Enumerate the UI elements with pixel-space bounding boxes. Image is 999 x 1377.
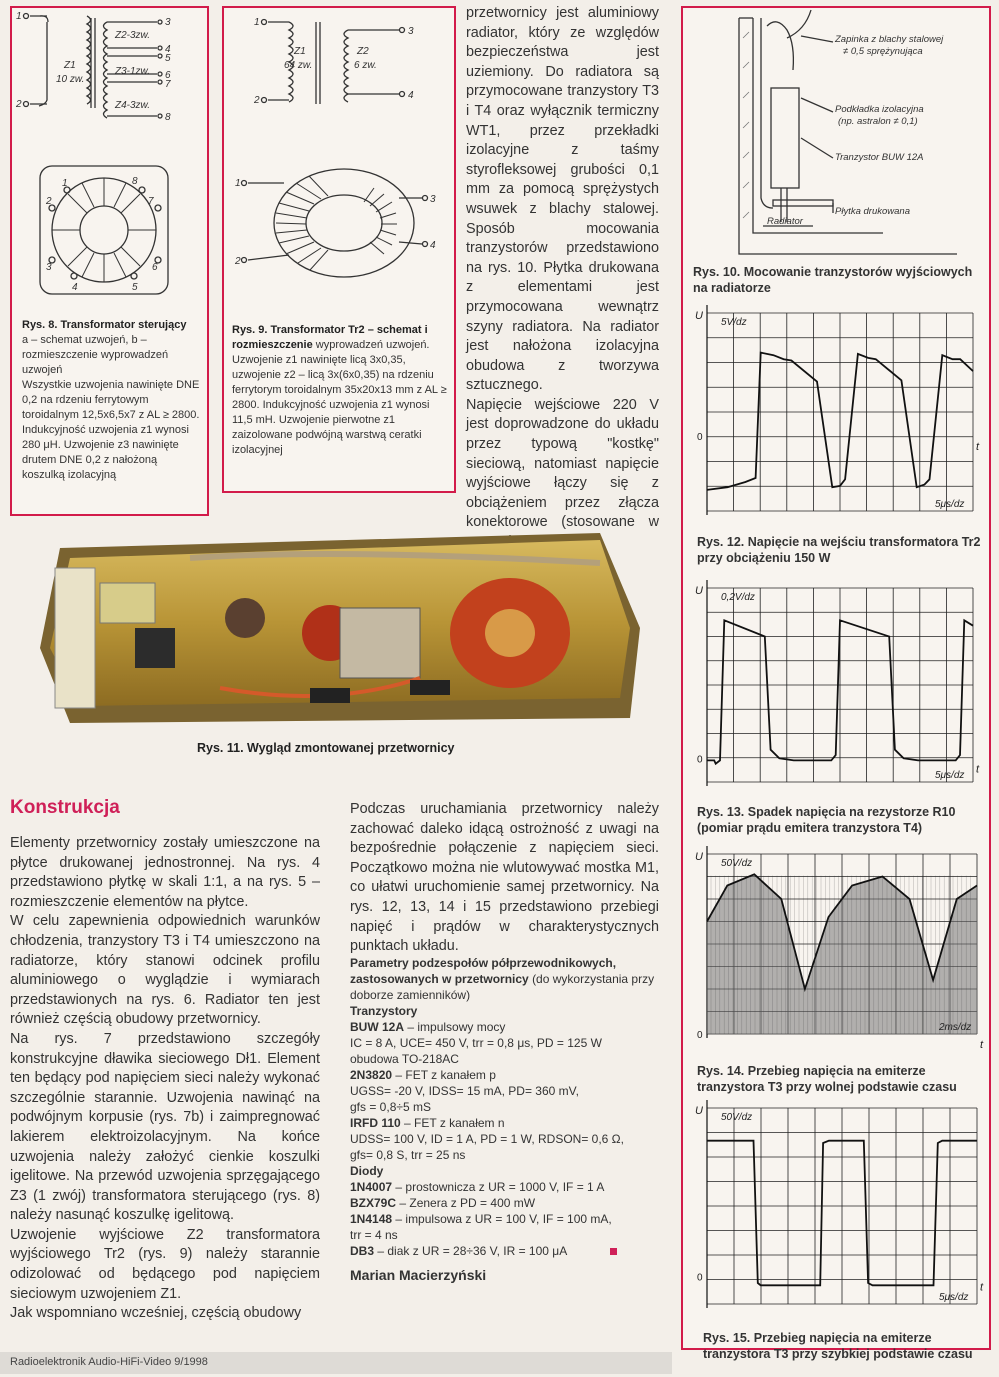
y-axis-label: U [695, 1105, 703, 1117]
parameters-block [350, 955, 659, 1283]
paragraph: przetwornicy jest aluminiowy radiator, który ze względów bezpieczeństwa jest uziemiony. Do radiatora są przymocowane tranzystory T3 i T4 oraz wyłącznik termiczny WT1, przez przekładki izolacyjne z taśmy styrofleksowej grubości 0,1 mm za pomocą sprężystych wsuwek z blachy stalowej. Sposób mocowania tranzystorów przedstawiono na rys. 10. Płytka drukowana z elementami jest przymocowana wewnątrz szyny radiatora. Na radiator jest nałożona izolacyjna obudowa z tworzywa sztucznego. [466, 5, 659, 394]
figure-9-text: Uzwojenie z1 nawinięte licą 3x0,35, uzwojenie z2 – licą 3x(6x0,35) na rdzeniu ferrytorym toroidalnym 35x20x13 mm z AL ≥ 2800. Indukcyjność uzwojenia z1 wynosi 11,5 mH. Uzwojenie pierwotne z1 zaizolowane podwójną warstwą ceratki izolacyjnej [232, 354, 447, 456]
pin-label: 1 [16, 11, 22, 22]
x-scale-label: 2ms/dz [939, 1022, 972, 1033]
winding-z2-label: Z2-3zw. [115, 30, 151, 41]
diode-entry: 1N4007 – prostownicza z UR = 1000 V, IF = 1 A [350, 1180, 605, 1194]
z2-turns: 6 zw. [354, 60, 377, 71]
y-scale-label: 50V/dz [721, 1112, 753, 1123]
converter-photo [40, 528, 640, 728]
footer: Radioelektronik Audio-HiFi-Video 9/1998 [10, 1356, 208, 1368]
x-axis-label: t [976, 440, 980, 453]
transformer-schematic-fig9 [224, 8, 458, 308]
z1-label: Z1 [294, 46, 306, 57]
component-entry: IRFD 110 – FET z kanałem n [350, 1116, 505, 1130]
figure-9-caption [232, 323, 450, 458]
component-entry: BUW 12A – impulsowy mocy [350, 1020, 506, 1034]
transformer-schematic-fig8 [12, 8, 211, 328]
zero-label: 0 [697, 1030, 703, 1041]
x-axis-label: t [976, 763, 980, 776]
x-scale-label: 5μs/dz [935, 499, 965, 510]
author: Marian Macierzyński [350, 1267, 487, 1283]
toroid-pinout-drawing [40, 166, 168, 294]
paragraph: Uzwojenie wyjściowe Z2 transformatora wyjściowego Tr2 (rys. 9) należy starannie odizolować od będącego pod napięciem sieciowym uzwojeniem Z1. [10, 1226, 320, 1302]
y-scale-label: 0,2V/dz [721, 592, 755, 603]
svg-text:6: 6 [152, 262, 158, 273]
y-axis-label: U [695, 851, 703, 863]
group-label: Tranzystory [350, 1004, 418, 1018]
pin-label: 4 [408, 90, 414, 101]
component-detail: gfs = 0,8÷5 mS [350, 1100, 431, 1114]
x-scale-label: 5μs/dz [939, 1292, 969, 1303]
figure-8-desc: a – schemat uzwojeń, b – rozmieszczenie wyprowadzeń uzwojeń [22, 334, 169, 376]
fig10-label-pcb: Płytka drukowana [835, 206, 910, 217]
diode-entry: DB3 – diak z UR = 28÷36 V, IR = 100 μA [350, 1243, 659, 1259]
paragraph: Elementy przetwornicy zostały umieszczone na płytce drukowanej jednostronnej. Na rys. 4 przedstawiono płytkę w skali 1:1, a na rys. 5 – rozmieszczenie elementów na płytce. [10, 835, 320, 910]
component-detail: IC = 8 A, UCE= 450 V, trr = 0,8 μs, PD = 125 W [350, 1036, 602, 1050]
diode-entry: 1N4148 – impulsowa z UR = 100 V, IF = 100 mA, [350, 1212, 612, 1226]
paragraph: Na rys. 7 przedstawiono szczegóły konstrukcyjne dławika sieciowego Dł1. Element ten będący pod napięciem sieci należy wykonać szczególnie starannie. Uzwojenia nawinąć na podwójnym korpusie (rys. 7b) i zaimpregnować lakierem elektroizolacyjnym. Na końce uzwojenia należy założyć cienkie koszulki igelitowe. Na przewód uzwojenia sprzęgającego Z3 (1 zwój) transformatora sterującego (rys. 8) należy nasunąć koszulkę igelitową. [10, 1030, 320, 1224]
figure-9-title-tail: wyprowadzeń uzwojeń. [315, 339, 430, 351]
pin-label: 5 [165, 53, 171, 64]
winding-z4-label: Z4-3zw. [115, 100, 151, 111]
figure-9-box [222, 6, 456, 493]
fig10-label-clip: Zapinka z blachy stalowej ≠ 0,5 sprężynująca [835, 34, 944, 57]
right-figures-box [681, 6, 991, 1361]
fig10-label-transistor: Tranzystor BUW 12A [835, 152, 924, 163]
component-detail: UDSS= 100 V, ID = 1 A, PD = 1 W, RDSON= 0,6 Ω, [350, 1132, 624, 1146]
x-axis-label: t [980, 1039, 984, 1050]
figure-9-title: Rys. 9. Transformator Tr2 – schemat i rozmieszczenie [232, 324, 428, 351]
figure-13-caption: Rys. 13. Spadek napięcia na rezystorze R10 (pomiar prądu emitera tranzystora T4) [697, 805, 956, 835]
pin-label: 2 [16, 99, 22, 110]
zero-label: 0 [697, 431, 703, 443]
pin-label: 8 [165, 112, 171, 123]
figure-8-caption [22, 318, 202, 483]
figure-11-caption: Rys. 11. Wygląd zmontowanej przetwornicy [197, 741, 455, 755]
svg-text:3: 3 [46, 262, 52, 273]
figure-14-caption: Rys. 14. Przebieg napięcia na emiterze tranzystora T3 przy wolnej podstawie czasu [697, 1064, 957, 1094]
params-title: Parametry podzespołów półprzewodnikowych, zastosowanych w przetwornicy [350, 956, 617, 986]
y-scale-label: 50V/dz [721, 858, 753, 869]
z1-turns: 64 zw. [284, 60, 313, 71]
svg-text:3: 3 [430, 194, 436, 205]
waveform-chart [693, 1098, 985, 1320]
fig10-drawing [683, 8, 989, 268]
figure-15-caption: Rys. 15. Przebieg napięcia na emiterze tranzystora T3 przy szybkiej podstawie czasu [703, 1331, 973, 1361]
svg-text:4: 4 [430, 240, 436, 251]
svg-text:1: 1 [235, 178, 241, 189]
winding-z3-label: Z3-1zw. [115, 66, 151, 77]
y-scale-label: 5V/dz [721, 317, 747, 328]
paragraph: Napięcie wejściowe 220 V jest doprowadzone do układu przez typową "kostkę" sieciową, natomiast napięcie wyjściowe łączy się z obciążeniem przez złącza konektorowe (stosowane w [466, 396, 659, 531]
z1-label: Z1 [64, 60, 76, 71]
pin-label: 3 [408, 26, 414, 37]
diode-entry: BZX79C – Zenera z PD = 400 mW [350, 1196, 536, 1210]
waveform-chart [693, 844, 985, 1050]
pin-label: 6 [165, 70, 171, 81]
figure-8-text: Wszystkie uzwojenia nawinięte DNE 0,2 na rdzeniu ferrytowym toroidalnym 12,5x6,5x7 z AL ≥ 2800. Indukcyjność uzwojenia z1 wynosi 280 μH. Uzwojenie z3 nawinięte drutem DNE 0,2 z nałożoną koszulką izolacyjną [22, 379, 200, 481]
z2-label: Z2 [357, 46, 369, 57]
svg-text:8: 8 [132, 176, 138, 187]
svg-text:2: 2 [235, 256, 241, 267]
pin-label: 1 [254, 17, 260, 28]
fig10-label-insulator: Podkładka izolacyjna (np. astralon ≠ 0,1) [835, 104, 924, 127]
x-axis-label: t [980, 1281, 984, 1294]
pin-label: 3 [165, 17, 171, 28]
waveform-chart [693, 578, 981, 798]
group-label: Diody [350, 1164, 384, 1178]
column-2-text [350, 800, 659, 957]
paragraph: Jak wspomniano wcześniej, częścią obudowy [10, 1305, 302, 1322]
params-note: (do wykorzystania przy doborze zamienników) [350, 972, 655, 1002]
section-title: Konstrukcja [10, 797, 120, 818]
pin-label: 7 [165, 79, 171, 90]
fig10-label-radiator: Radiator [767, 216, 803, 227]
svg-text:1: 1 [62, 178, 68, 189]
y-axis-label: U [695, 585, 703, 597]
figure-10-caption: Rys. 10. Mocowanie tranzystorów wyjściowych na radiatorze [693, 265, 973, 295]
svg-text:7: 7 [148, 196, 154, 207]
figure-12-caption: Rys. 12. Napięcie na wejściu transformatora Tr2 przy obciążeniu 150 W [697, 535, 981, 565]
end-mark [610, 1248, 617, 1255]
figure-8-box [10, 6, 209, 516]
paragraph: Podczas uruchamiania przetwornicy należy zachować daleko idącą ostrożność z uwagi na bezpośrednie połączenie z napięciem sieci. Początkowo można nie wlutowywać mostka M1, co ułatwi uruchomienie samej przetwornicy. Na rys. 12, 13, 14 i 15 przedstawiono przebiegi napięć i prądów w charakterystycznych punktach układu. [350, 801, 659, 955]
zero-label: 0 [697, 754, 703, 766]
pin-label: 2 [254, 95, 260, 106]
column-3-text [466, 4, 659, 553]
x-scale-label: 5μs/dz [935, 770, 965, 781]
z1-turns: 10 zw. [56, 74, 85, 85]
paragraph: W celu zapewnienia odpowiednich warunków chłodzenia, tranzystory T3 i T4 umieszczono na radiatorze, który stanowi odcinek profilu aluminiowego o wyglądzie i wymiarach przedstawionych na rys. 6. Radiator ten jest również częścią obudowy przetwornicy. [10, 913, 320, 1028]
svg-text:2: 2 [46, 196, 52, 207]
component-entry: 2N3820 – FET z kanałem p [350, 1068, 496, 1082]
component-detail: gfs= 0,8 S, trr = 25 ns [350, 1148, 466, 1162]
zero-label: 0 [697, 1272, 703, 1284]
component-detail: obudowa TO-218AC [350, 1052, 459, 1066]
waveform-chart [693, 303, 981, 527]
diode-entry: trr = 4 ns [350, 1228, 398, 1242]
column-1-text [10, 834, 320, 1324]
svg-text:5: 5 [132, 282, 138, 293]
y-axis-label: U [695, 310, 703, 322]
svg-text:4: 4 [72, 282, 78, 293]
figure-8-title: Rys. 8. Transformator sterujący [22, 319, 187, 331]
pin-label: 4 [165, 44, 171, 55]
component-detail: UGSS= -20 V, IDSS= 15 mA, PD= 360 mV, [350, 1084, 579, 1098]
